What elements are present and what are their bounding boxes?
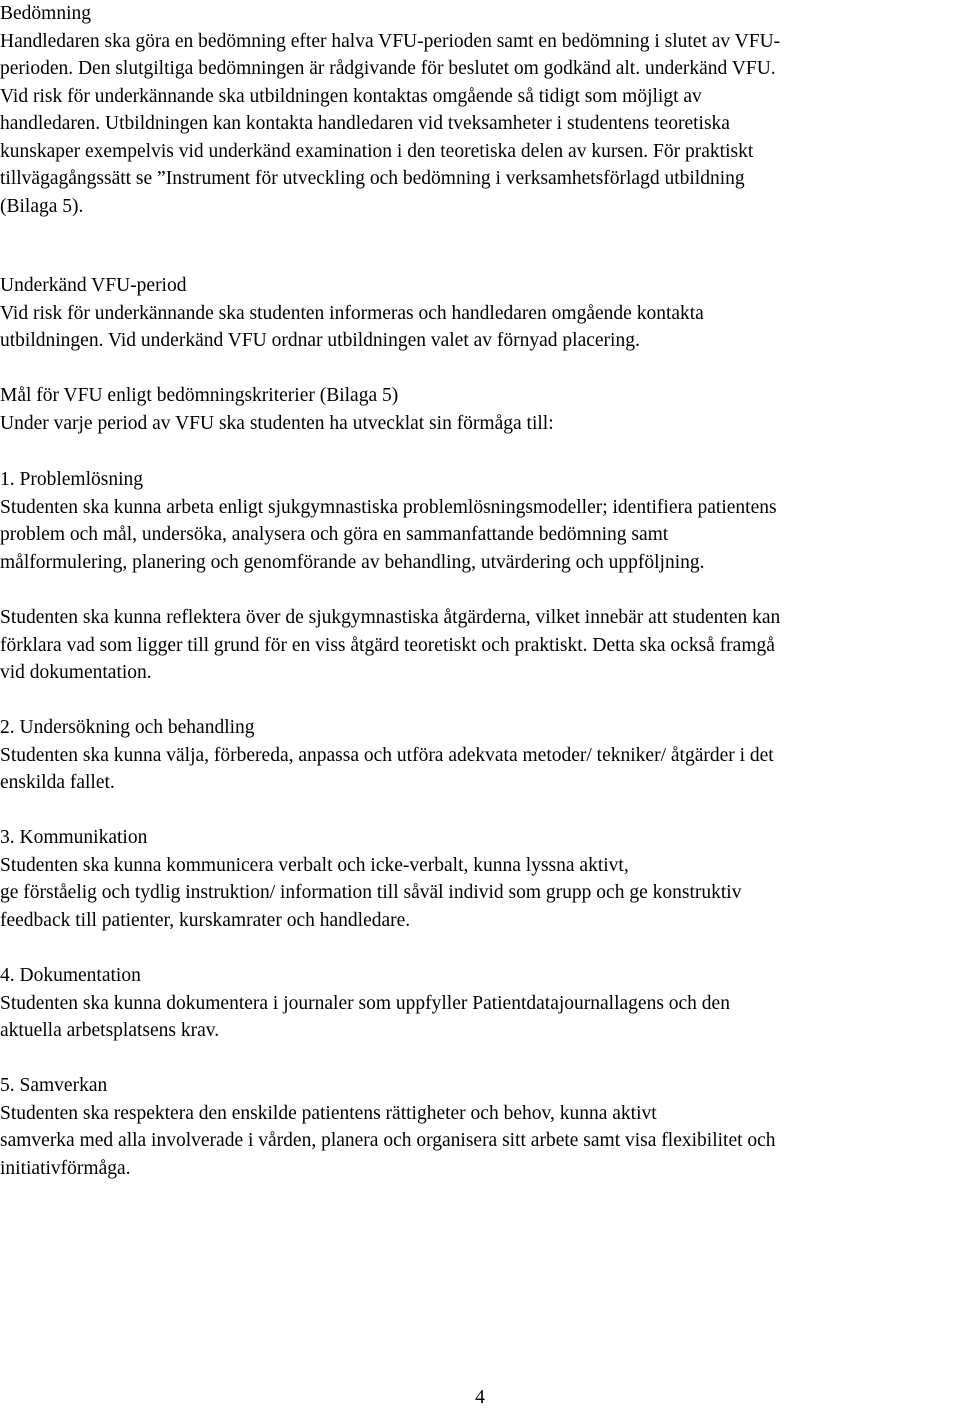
section-heading: Mål för VFU enligt bedömningskriterier (Bilaga 5) — [0, 385, 399, 406]
section-heading: 4. Dokumentation — [0, 965, 141, 986]
section-documentation — [0, 962, 960, 1045]
paragraph-line: feedback till patienter, kurskamrater och handledare. — [0, 909, 411, 931]
section-heading: Bedömning — [0, 3, 91, 24]
paragraph-line: målformulering, planering och genomförande av behandling, utvärdering och uppföljning. — [0, 551, 705, 573]
section-communication — [0, 824, 960, 934]
paragraph-line: Handledaren ska göra en bedömning efter halva VFU-perioden samt en bedömning i slutet av VFU- — [0, 30, 781, 52]
paragraph-line: Studenten ska kunna kommunicera verbalt och icke-verbalt, kunna lyssna aktivt, — [0, 854, 629, 876]
section-examination-treatment — [0, 714, 960, 797]
paragraph-line: Studenten ska kunna välja, förbereda, anpassa och utföra adekvata metoder/ tekniker/ åtgärder i det — [0, 744, 774, 766]
paragraph-line: ge förståelig och tydlig instruktion/ information till såväl individ som grupp och ge konstruktiv — [0, 882, 742, 903]
section-failed-period — [0, 272, 960, 355]
paragraph-line: Studenten ska respektera den enskilde patientens rättigheter och behov, kunna aktivt — [0, 1102, 657, 1124]
paragraph-line: Vid risk för underkännande ska utbildningen kontaktas omgående så tidigt som möjligt av — [0, 85, 702, 107]
paragraph-line: vid dokumentation. — [0, 662, 152, 683]
paragraph-line: tillvägagångssätt se ”Instrument för utveckling och bedömning i verksamhetsförlagd utbildning — [0, 168, 745, 189]
paragraph-line: förklara vad som ligger till grund för en viss åtgärd teoretiskt och praktiskt. Detta ska också framgå — [0, 634, 775, 656]
paragraph-line: samverka med alla involverade i vården, planera och organisera sitt arbete samt visa flexibilitet och — [0, 1130, 776, 1151]
section-problem-solving-reflection — [0, 604, 960, 687]
section-problem-solving — [0, 466, 960, 576]
section-assessment — [0, 0, 960, 220]
paragraph-line: Studenten ska kunna reflektera över de sjukgymnastiska åtgärderna, vilket innebär att studenten kan — [0, 607, 781, 628]
paragraph-line: Under varje period av VFU ska studenten ha utvecklat sin förmåga till: — [0, 412, 554, 434]
section-heading: 5. Samverkan — [0, 1075, 108, 1096]
paragraph-line: enskilda fallet. — [0, 772, 115, 793]
paragraph-line: (Bilaga 5). — [0, 195, 84, 217]
paragraph-line: aktuella arbetsplatsens krav. — [0, 1020, 220, 1041]
section-heading: 2. Undersökning och behandling — [0, 717, 255, 738]
paragraph-line: utbildningen. Vid underkänd VFU ordnar utbildningen valet av förnyad placering. — [0, 330, 640, 351]
paragraph-line: kunskaper exempelvis vid underkänd examination i den teoretiska delen av kursen. För praktiskt — [0, 140, 754, 162]
section-goals — [0, 382, 960, 437]
paragraph-line: perioden. Den slutgiltiga bedömningen är rådgivande för beslutet om godkänd alt. underkänd VFU. — [0, 58, 776, 79]
paragraph-line: handledaren. Utbildningen kan kontakta handledaren vid tveksamheter i studentens teoretiska — [0, 113, 730, 134]
section-collaboration — [0, 1072, 960, 1182]
paragraph-line: Vid risk för underkännande ska studenten informeras och handledaren omgående kontakta — [0, 302, 704, 324]
section-heading: 3. Kommunikation — [0, 827, 148, 848]
paragraph-line: initiativförmåga. — [0, 1157, 131, 1179]
paragraph-line: Studenten ska kunna dokumentera i journaler som uppfyller Patientdatajournallagens och den — [0, 992, 730, 1014]
section-heading: 1. Problemlösning — [0, 469, 144, 490]
section-heading: Underkänd VFU-period — [0, 275, 187, 296]
paragraph-line: Studenten ska kunna arbeta enligt sjukgymnastiska problemlösningsmodeller; identifiera patientens — [0, 496, 777, 518]
page-number: 4 — [475, 1387, 485, 1408]
paragraph-line: problem och mål, undersöka, analysera och göra en sammanfattande bedömning samt — [0, 524, 669, 545]
